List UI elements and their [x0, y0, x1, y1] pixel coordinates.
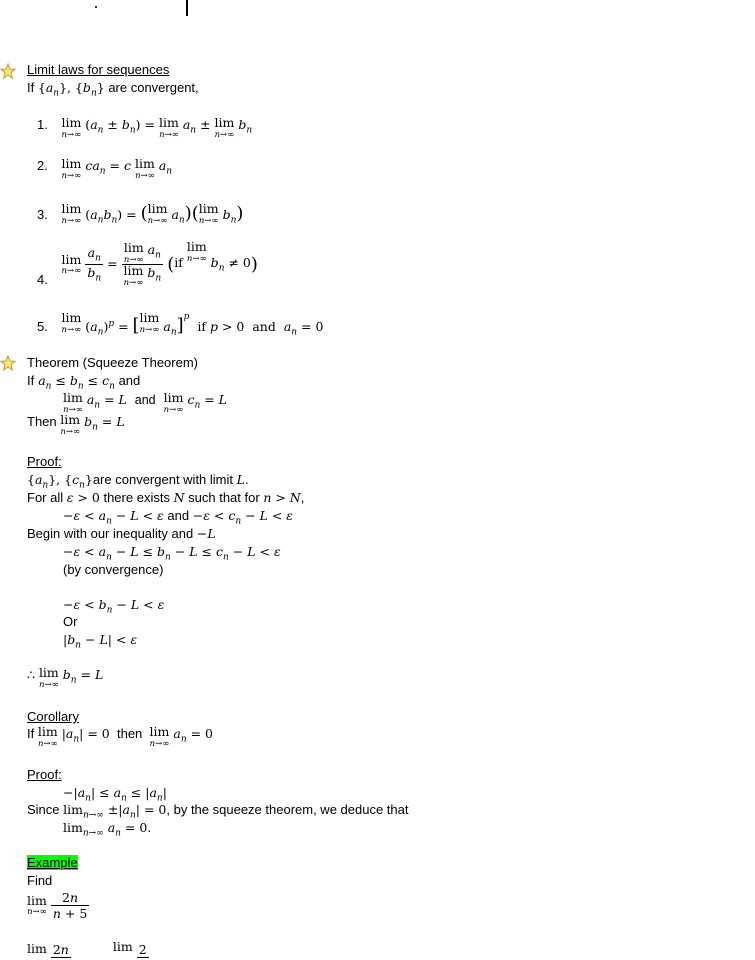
- example-find: Find: [27, 873, 53, 888]
- law-number: 2.: [37, 158, 48, 173]
- proof-line: For all ε > 0 there exists N such that for n > N,: [27, 490, 305, 505]
- star-icon: [0, 63, 16, 79]
- law-number: 1.: [37, 117, 48, 132]
- proof-line: $-\varepsilon < a_n - L \le b_n - L \le c_n - L < \varepsilon$: [63, 544, 281, 563]
- proof-line: $-\varepsilon < b_n - L < \varepsilon$: [63, 597, 165, 616]
- proof-line: $-\varepsilon < a_n - L < \varepsilon$ and $-\varepsilon < c_n - L < \varepsilon$: [63, 508, 294, 527]
- text-cursor: [186, 0, 188, 16]
- star-icon: [0, 355, 16, 371]
- law-number: 4.: [37, 272, 48, 287]
- dot-artifact: [95, 6, 97, 8]
- proof-line: Since $\lim_{n\to\infty} \pm|a_n| = 0$, by the squeeze theorem, we deduce that: [27, 802, 409, 821]
- proof-line: Or: [63, 614, 78, 629]
- example-heading: Example: [27, 855, 78, 870]
- law-4: 4. lim n→∞ $\frac{a_n}{b_n}$ = lim n→∞ $a_n$ lim n→∞ $b_n$ (if lim n→∞ $b_n \ne 0$): [37, 239, 258, 288]
- law-1: 1. lim n→∞ $(a_n \pm b_n)$ = lim n→∞ $a_n$ ± lim n→∞ $b_n$: [37, 115, 253, 140]
- proof-line: $|b_n - L| < \varepsilon$: [63, 632, 138, 651]
- theorem-limits-line: lim n→∞ $a_n = L$ and lim n→∞ $c_n = L$: [63, 390, 227, 415]
- section-heading: Limit laws for sequences: [27, 62, 170, 77]
- corollary-heading: Corollary: [27, 709, 80, 724]
- law-2: 2. lim n→∞ $ca_n = c$ lim n→∞ $a_n$: [37, 156, 173, 181]
- proof-line: Begin with our inequality and −L: [27, 526, 216, 541]
- law-5: 5. lim n→∞ $(a_n)^p$ = [ lim n→∞ $a_n]^p$ if p > 0 and $a_n = 0$: [37, 310, 324, 338]
- proof-line: $-|a_n| \le a_n \le |a_n|$: [63, 785, 167, 804]
- corollary-line: If lim n→∞ $|a_n| = 0$ then lim n→∞ $a_n = 0$: [27, 724, 213, 749]
- theorem-if-line: If $a_n \le b_n \le c_n$ and: [27, 373, 141, 392]
- law-number: 3.: [37, 207, 48, 222]
- example-expression: lim n→∞ $\frac{2n}{n + 5}$: [27, 890, 88, 921]
- proof-line: (by convergence): [63, 562, 164, 577]
- example-expression-partial: lim 2n lim 2: [27, 939, 147, 957]
- intro-line: If $\{a_n\}$, $\{b_n\}$ are convergent,: [27, 80, 199, 99]
- law-3: 3. lim n→∞ $(a_nb_n)$ = ( lim n→∞ $a_n$)( lim n→∞ $b_n$): [37, 201, 244, 226]
- theorem-heading: Theorem (Squeeze Theorem): [27, 355, 199, 370]
- proof-heading: Proof:: [27, 767, 62, 782]
- proof-conclusion: ∴ lim n→∞ $b_n = L$: [27, 665, 104, 690]
- proof-line: $\lim_{n\to\infty} a_n = 0$.: [63, 820, 152, 839]
- theorem-then-line: Then lim n→∞ $b_n = L$: [27, 412, 125, 437]
- law-number: 5.: [37, 319, 48, 334]
- proof-line: $\{a_n\}$, $\{c_n\}are$ convergent with limit L.: [27, 472, 249, 491]
- proof-heading: Proof:: [27, 454, 62, 469]
